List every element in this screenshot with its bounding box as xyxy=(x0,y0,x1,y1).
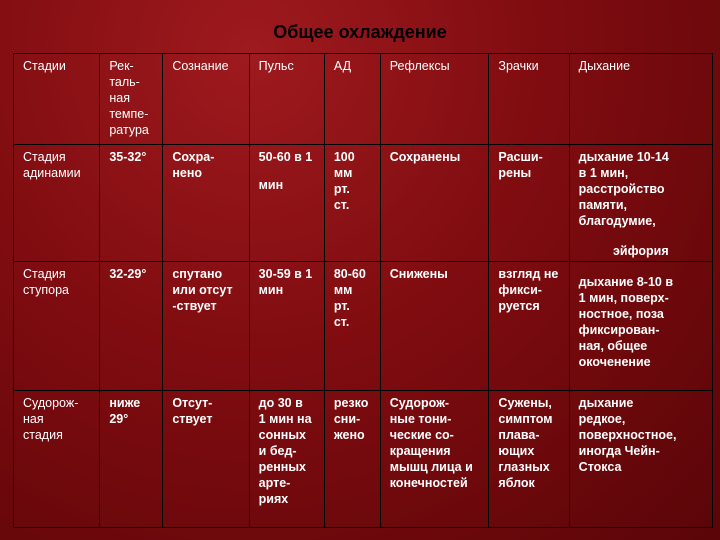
header-cell-pupils: Зрачки xyxy=(489,54,569,145)
header-cell-pulse: Пульс xyxy=(249,54,324,145)
cell-breathing: дыхание 8-10 в 1 мин, поверх- ностное, поза фиксирован- ная, общее окоченение xyxy=(569,262,712,391)
cell-bp: 80-60 мм рт. ст. xyxy=(324,262,380,391)
header-cell-reflexes: Рефлексы xyxy=(380,54,489,145)
cell-pulse: 30-59 в 1 мин xyxy=(249,262,324,391)
cell-stage: Судорож- ная стадия xyxy=(14,391,100,528)
cell-temp: ниже 29° xyxy=(100,391,163,528)
cell-bp: резко сни- жено xyxy=(324,391,380,528)
cell-breathing: дыхание редкое, поверхностное, иногда Чейн- Стокса xyxy=(569,391,712,528)
cell-reflexes: Сохранены xyxy=(380,145,489,262)
cell-temp: 35-32° xyxy=(100,145,163,262)
cell-consciousness: спутано или отсут -ствует xyxy=(163,262,249,391)
cell-reflexes: Судорож- ные тони- ческие со- кращения мышц лица и конечностей xyxy=(380,391,489,528)
table-row xyxy=(14,391,713,528)
header-cell-consciousness: Сознание xyxy=(163,54,249,145)
slide-title: Общее охлаждение xyxy=(273,22,447,42)
header-cell-breathing: Дыхание xyxy=(569,54,712,145)
table-row xyxy=(14,262,713,391)
table-row xyxy=(14,145,713,262)
cell-temp: 32-29° xyxy=(100,262,163,391)
cell-stage: Стадия адинамии xyxy=(14,145,100,262)
cell-pulse: 50-60 в 1 мин xyxy=(249,145,324,262)
cell-pupils: Расши- рены xyxy=(489,145,569,262)
header-cell-rectal-temp: Рек- таль- ная темпе- ратура xyxy=(100,54,163,145)
cell-bp: 100 мм рт. ст. xyxy=(324,145,380,262)
cell-pupils: взгляд не фикси- руется xyxy=(489,262,569,391)
cell-breathing: дыхание 10-14 в 1 мин, расстройство памяти, благодумие, эйфория xyxy=(569,145,712,262)
cell-consciousness: Сохра- нено xyxy=(163,145,249,262)
header-cell-bp: АД xyxy=(324,54,380,145)
cell-stage: Стадия ступора xyxy=(14,262,100,391)
cell-pulse: до 30 в 1 мин на сонных и бед- ренных арте- риях xyxy=(249,391,324,528)
header-cell-stages: Стадии xyxy=(14,54,100,145)
cell-consciousness: Отсут- ствует xyxy=(163,391,249,528)
cell-reflexes: Снижены xyxy=(380,262,489,391)
cell-pupils: Сужены, симптом плава- ющих глазных яблок xyxy=(489,391,569,528)
header-row xyxy=(14,54,713,145)
hypothermia-table xyxy=(13,53,713,528)
